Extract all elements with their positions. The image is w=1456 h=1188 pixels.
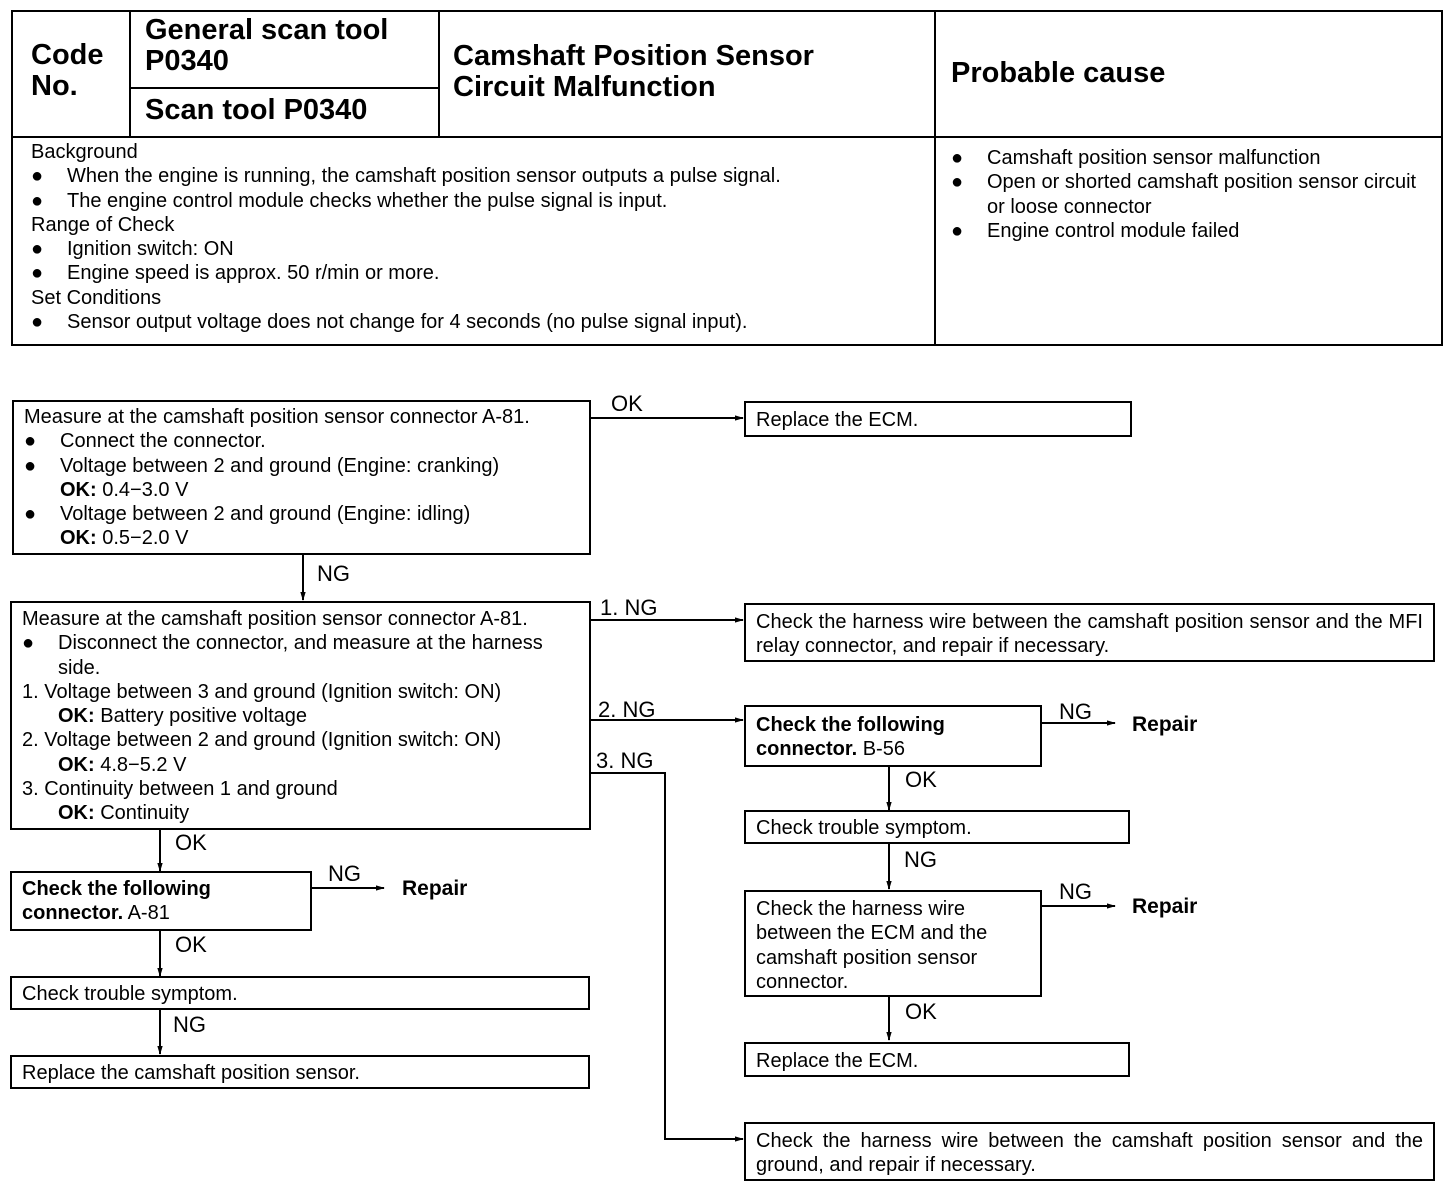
bullet-icon: ● — [951, 147, 964, 169]
label-ng3: 3. NG — [596, 748, 654, 773]
label-trouble2-ng: NG — [904, 847, 937, 872]
label-step1-ok: OK — [611, 391, 643, 416]
step2-box — [10, 601, 591, 830]
list-item: ● Voltage between 2 and ground (Engine: cranking) — [24, 454, 500, 477]
bullet-icon: ● — [31, 262, 44, 285]
label-trouble-ng: NG — [173, 1012, 206, 1037]
replace-sensor-box: Replace the camshaft position sensor. — [10, 1055, 590, 1089]
bullet-icon: ● — [31, 189, 44, 212]
label-b56-ok: OK — [905, 767, 937, 792]
bullet-icon: ● — [24, 503, 37, 526]
label-b56-ng: NG — [1059, 699, 1092, 724]
label-ng2: 2. NG — [598, 697, 656, 722]
ng3-result-box: Check the harness wire between the camshaft position sensor and the ground, and repair if necessary. — [744, 1122, 1435, 1181]
bullet-icon: ● — [24, 454, 37, 477]
code-no-label: Code No. — [31, 39, 104, 102]
cause-item: ● Camshaft position sensor malfunction — [951, 147, 1321, 169]
list-item: ● Voltage between 2 and ground (Engine: idling) — [24, 503, 471, 526]
bullet-icon: ● — [31, 165, 44, 188]
repair-label-b56: Repair — [1132, 713, 1198, 736]
list-item: ● Sensor output voltage does not change for 4 seconds (no pulse signal input). — [31, 311, 748, 334]
label-step2-ok: OK — [175, 830, 207, 855]
bullet-icon: ● — [24, 430, 37, 453]
step1-box — [12, 400, 591, 555]
list-item: ● Connect the connector. — [24, 430, 266, 453]
check-item: 2. Voltage between 2 and ground (Ignition switch: ON) — [22, 729, 502, 752]
page-title: Camshaft Position Sensor Circuit Malfunction — [453, 40, 814, 103]
label-ng1: 1. NG — [600, 595, 658, 620]
list-item: ● Disconnect the connector, and measure at the harness side. — [22, 632, 543, 679]
replace-ecm-box-1: Replace the ECM. — [744, 401, 1132, 437]
repair-label-harness: Repair — [1132, 895, 1198, 918]
bullet-icon: ● — [951, 171, 964, 194]
replace-ecm-box-2: Replace the ECM. — [744, 1042, 1130, 1077]
check-item: 3. Continuity between 1 and ground — [22, 778, 338, 801]
ok-value: OK: Continuity — [58, 802, 190, 825]
check-connector-a81-box: Check the following connector. A-81 — [10, 871, 312, 931]
bullet-icon: ● — [31, 311, 44, 334]
label-step1-ng: NG — [317, 561, 350, 586]
ng1-result-box: Check the harness wire between the camshaft position sensor and the MFI relay connector, and repair if necessary. — [744, 603, 1435, 662]
repair-label-a81: Repair — [402, 877, 468, 900]
ok-value: OK: 0.5−2.0 V — [60, 527, 189, 550]
label-a81-ng: NG — [328, 861, 361, 886]
check-item: 1. Voltage between 3 and ground (Ignition switch: ON) — [22, 680, 502, 703]
step1-title: Measure at the camshaft position sensor connector A-81. — [24, 406, 530, 428]
list-item: ● When the engine is running, the camshaft position sensor outputs a pulse signal. — [31, 165, 781, 188]
ok-value: OK: 0.4−3.0 V — [60, 478, 189, 501]
general-scan-tool-label: General scan tool P0340 — [145, 14, 389, 77]
label-a81-ok: OK — [175, 932, 207, 957]
cause-item: ● Engine control module failed — [951, 219, 1240, 242]
range-heading: Range of Check — [31, 213, 175, 236]
label-harness-ng: NG — [1059, 879, 1092, 904]
list-item: ● Engine speed is approx. 50 r/min or more. — [31, 262, 440, 285]
ok-value: OK: 4.8−5.2 V — [58, 753, 187, 776]
background-heading: Background — [31, 141, 138, 163]
check-connector-b56-box: Check the following connector. B-56 — [744, 705, 1042, 767]
check-trouble-box-1: Check trouble symptom. — [10, 976, 590, 1010]
ok-value: OK: Battery positive voltage — [58, 705, 308, 728]
bullet-icon: ● — [951, 219, 964, 242]
probable-cause-heading: Probable cause — [951, 57, 1166, 89]
list-item: ● Ignition switch: ON — [31, 238, 234, 261]
step2-title: Measure at the camshaft position sensor connector A-81. — [22, 608, 528, 630]
check-harness-ecm-box: Check the harness wire between the ECM and the camshaft position sensor connector. — [744, 890, 1042, 997]
arrow-ng3 — [590, 773, 743, 1139]
bullet-icon: ● — [31, 238, 44, 261]
set-conditions-heading: Set Conditions — [31, 286, 162, 309]
check-trouble-box-2: Check trouble symptom. — [744, 810, 1130, 844]
scan-tool-label: Scan tool P0340 — [145, 94, 368, 126]
cause-item: ● Open or shorted camshaft position sensor circuit or loose connector — [951, 171, 1417, 218]
label-harness-ok: OK — [905, 999, 937, 1024]
bullet-icon: ● — [22, 632, 35, 655]
list-item: ● The engine control module checks whether the pulse signal is input. — [31, 189, 668, 212]
